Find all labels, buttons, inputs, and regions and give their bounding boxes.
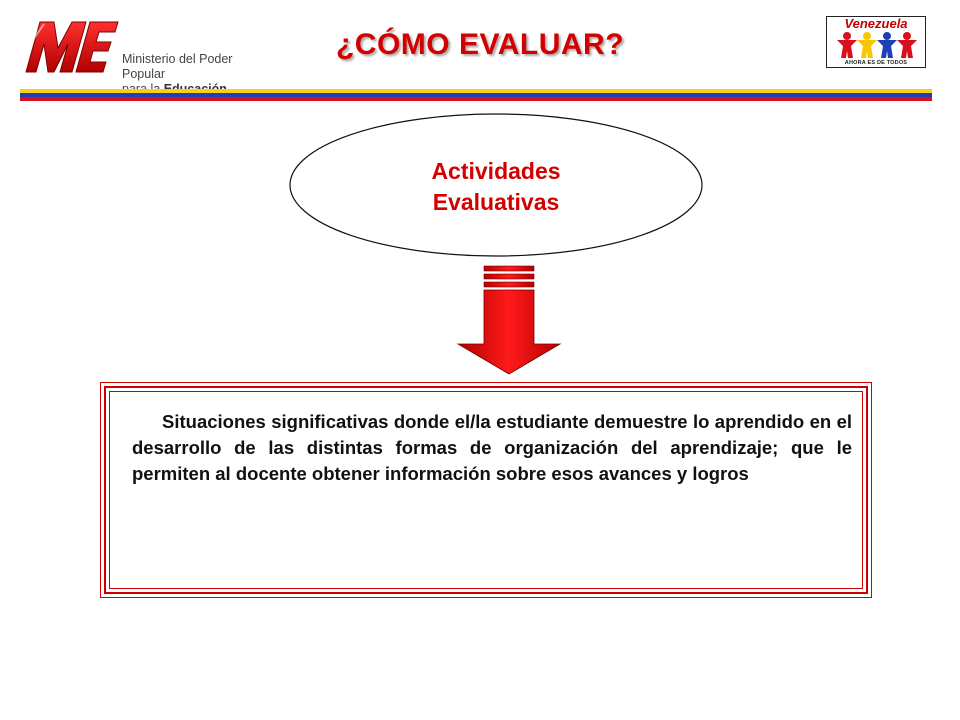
- people-figures-icon: [835, 31, 919, 59]
- bubble-line1: Actividades: [431, 158, 561, 184]
- definition-box-core: [109, 391, 863, 589]
- venezuela-logo: [826, 16, 926, 68]
- ministry-logo: [20, 14, 270, 80]
- bubble-line2: Evaluativas: [432, 189, 560, 215]
- down-arrow-icon: [456, 264, 562, 376]
- definition-box-inner: [104, 386, 868, 594]
- me-logo-mark: [20, 14, 120, 80]
- activities-bubble: [288, 112, 704, 258]
- ministry-line1: Ministerio del Poder Popular: [122, 52, 233, 81]
- definition-text: Situaciones significativas donde el/la estudiante demuestre lo aprendido en el desarrollo de las distintas formas de organización del aprendizaje; que le permiten al docente obtener información sobre esos avances y logros: [132, 411, 852, 484]
- flag-stripes: [20, 89, 932, 101]
- venezuela-word: Venezuela: [844, 16, 908, 31]
- page-title: ¿CÓMO EVALUAR?: [335, 28, 625, 61]
- definition-box: [100, 382, 872, 598]
- bubble-label: [288, 156, 704, 218]
- stripe-red: [20, 97, 932, 101]
- venezuela-slogan: AHORA ES DE TODOS: [844, 60, 908, 66]
